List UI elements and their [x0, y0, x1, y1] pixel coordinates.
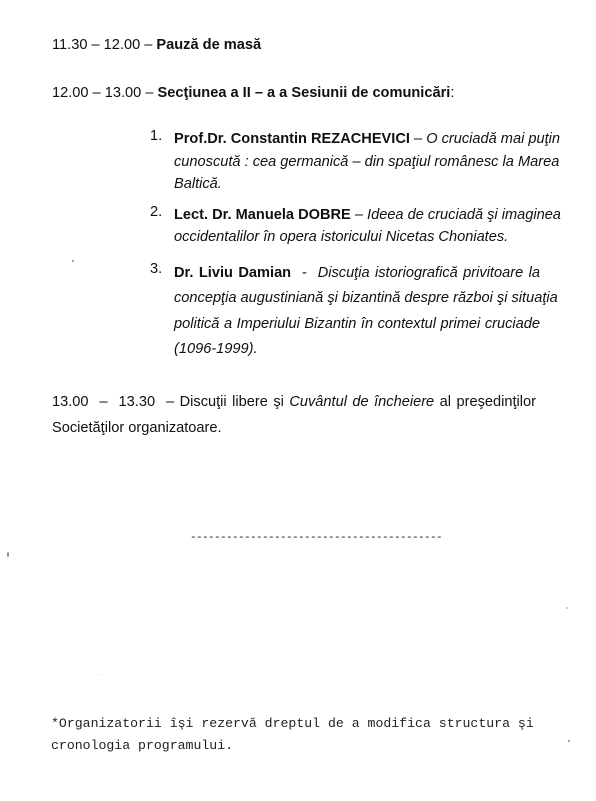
paper-line: Prof.Dr. Constantin REZACHEVICI – O cruciadă mai puţin [174, 131, 561, 147]
paper-item [150, 260, 558, 363]
scan-speck [72, 260, 74, 262]
divider-line: ------------------------------------------ [190, 532, 443, 544]
paper-number: 3. [150, 260, 163, 277]
schedule-time: 11.30 – 12.00 – [52, 37, 153, 53]
footnote-line: cronologia programului. [51, 738, 234, 753]
scan-speck [98, 674, 99, 675]
paper-line: Dr. Liviu Damian - Discuţia istoriografică privitoare la [174, 264, 540, 281]
paper-number: 1. [150, 128, 163, 144]
closing-line: Societăţilor organizatoare. [52, 420, 222, 436]
scan-speck [568, 740, 570, 742]
paper-title: occidentalilor în opera istoricului Nicetas Choniates. [174, 229, 509, 245]
paper-author: Dr. Liviu Damian [174, 264, 292, 281]
closing-paragraph [52, 389, 536, 441]
paper-title: politică a Imperiului Bizantin în contextul primei cruciade [174, 315, 540, 332]
paper-title: concepţia augustiniană şi bizantină despre război şi situaţia [174, 290, 558, 306]
paper-title: (1096-1999). [174, 341, 258, 357]
paper-title: Ideea de cruciadă şi imaginea [367, 206, 561, 223]
scan-speck [7, 552, 9, 557]
schedule-title-suffix: : [450, 85, 455, 101]
paper-title: cunoscută : cea germanică – din spaţiul românesc la Marea [174, 153, 560, 170]
footnote-line: *Organizatorii îşi rezervă dreptul de a modifica structura şi [51, 716, 534, 731]
paper-title: O cruciadă mai puţin [426, 131, 561, 147]
scan-speck [566, 607, 568, 609]
paper-title: Baltică. [174, 176, 222, 192]
paper-list [150, 128, 561, 363]
schedule-row-section [52, 85, 454, 101]
paper-number: 2. [150, 203, 163, 220]
closing-line: 13.00 – 13.30 – Discuţii libere şi Cuvântul de încheiere al preşedinţilor [52, 394, 536, 410]
paper-line: Lect. Dr. Manuela DOBRE – Ideea de cruciadă şi imaginea [174, 206, 561, 223]
closing-time: 13.00 – 13.30 – [52, 394, 175, 410]
paper-item [150, 203, 561, 249]
schedule-title: Secţiunea a II – a a Sesiunii de comunicări [157, 85, 451, 101]
footnote [51, 713, 534, 757]
schedule-title: Pauză de masă [156, 37, 262, 53]
schedule-time: 12.00 – 13.00 – [52, 85, 154, 101]
paper-author: Prof.Dr. Constantin REZACHEVICI [174, 131, 410, 147]
paper-item [150, 128, 561, 196]
paper-author: Lect. Dr. Manuela DOBRE [174, 206, 351, 223]
paper-title: Discuţia istoriografică privitoare la [317, 264, 540, 281]
schedule-row-lunch [52, 37, 261, 53]
